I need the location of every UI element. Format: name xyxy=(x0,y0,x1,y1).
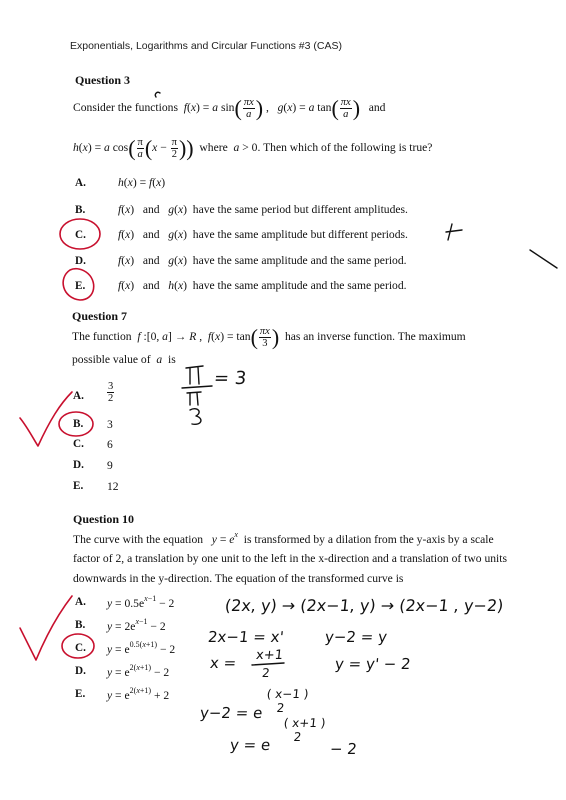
q3-option-d-text: have the same amplitude and the same period. xyxy=(192,254,407,267)
question-3-title: Question 3 xyxy=(75,73,131,87)
hw-q10-l4: y−2 = e xyxy=(199,704,264,722)
q3-option-a[interactable]: h(x) = f(x) xyxy=(118,176,166,189)
q3-option-e[interactable]: f(x) and h(x) have the same amplitude and the same period. xyxy=(118,279,407,292)
hw-q10-l3b: y = y' − 2 xyxy=(334,655,412,673)
q3-intro-text: Consider the functions xyxy=(73,101,178,115)
q3-option-e-text: have the same amplitude and the same period. xyxy=(192,279,407,292)
q7-line1-text-b: has an inverse function. The maximum xyxy=(284,330,466,344)
q3-and: and xyxy=(368,101,386,115)
hw-frac-den: 2 xyxy=(261,666,271,680)
q7-option-a-label[interactable]: A. xyxy=(73,390,84,402)
hw-frac2-bar xyxy=(252,663,284,665)
q3-option-b-text: have the same period but different amplitudes. xyxy=(192,203,408,216)
q7-option-e[interactable]: 12 xyxy=(107,480,119,493)
q7-line1-text: The function xyxy=(72,330,132,344)
q10-line1-text: The curve with the equation xyxy=(73,533,204,546)
q10-option-c[interactable]: $y = e^{0.5(x+1)} - 2$ xyxy=(107,640,176,656)
q10-option-d-label[interactable]: D. xyxy=(75,665,86,677)
q10-option-e[interactable]: $y = e^{2(x+1)} + 2$ xyxy=(107,686,170,702)
diagonal-stroke xyxy=(530,250,557,268)
q7-line1: The function f :[0, a] → R , f(x) = tan( $\frac{\pi x}{3}$ ) has an inverse function. The maximum xyxy=(72,324,466,350)
q7-option-b[interactable]: 3 xyxy=(107,418,113,431)
hw-frac-num: x+1 xyxy=(255,648,284,663)
hw-q10-line1: (2x, y) → (2x−1, y) → (2x−1 , y−2) xyxy=(224,596,505,615)
hw-q10-l3a: x = xyxy=(209,654,238,672)
hw-pi-bottom xyxy=(187,392,201,405)
q7-line2-is: is xyxy=(167,353,176,366)
hw-exp2: ( x+1 ) 2 xyxy=(281,716,327,744)
hw-q10-l2b: y−2 = y xyxy=(324,628,388,646)
hw-q10-l2a: 2x−1 = x' xyxy=(207,628,285,646)
q10-option-a[interactable]: $y = 0.5e^{x-1} - 2$ xyxy=(107,594,175,610)
q7-option-a[interactable] xyxy=(106,381,115,404)
q7-option-d[interactable]: 9 xyxy=(107,459,113,472)
q3-option-c[interactable]: f(x) and g(x) have the same amplitude but different periods. xyxy=(118,228,408,241)
q3-intro: Consider the functions f(x) = a sin( $\frac{\pi x}{a}$ ) , g(x) = a tan( $\frac{\pi x}{a}$ ) and xyxy=(73,95,386,121)
question-7-title: Question 7 xyxy=(72,309,128,323)
page-header: Exponentials, Logarithms and Circular Functions #3 (CAS) xyxy=(70,40,342,52)
q7-option-a-num: 3 xyxy=(108,381,114,392)
q10-line1: The curve with the equation $y = e^x$ is transformed by a dilation from the y-axis by a scale xyxy=(73,530,494,546)
hw-three xyxy=(190,409,201,425)
q3-option-e-label[interactable]: E. xyxy=(75,280,86,292)
q10-option-a-label[interactable]: A. xyxy=(75,596,86,608)
question-10-title: Question 10 xyxy=(73,512,135,526)
hw-pi-top xyxy=(186,366,203,384)
hw-frac-bar xyxy=(182,386,212,388)
q3-option-d[interactable]: f(x) and g(x) have the same amplitude and the same period. xyxy=(118,254,407,267)
q10-check xyxy=(20,596,72,660)
hw-q7-equals-3: = 3 xyxy=(212,368,248,389)
q3-ask: . Then which of the following is true? xyxy=(257,141,433,155)
q10-option-c-label[interactable]: C. xyxy=(75,642,86,654)
q7-line2-text: possible value of xyxy=(72,353,151,366)
q3-option-c-label[interactable]: C. xyxy=(75,229,86,241)
q3-option-c-text: have the same amplitude but different periods. xyxy=(192,228,408,241)
q3-option-a-label[interactable]: A. xyxy=(75,177,86,189)
q7-option-d-label[interactable]: D. xyxy=(73,459,84,471)
q7-check xyxy=(20,392,72,446)
q7-option-c[interactable]: 6 xyxy=(107,438,113,451)
hw-exp1: ( x−1 ) 2 xyxy=(264,687,310,715)
q10-line1-text-b: is transformed by a dilation from the y-axis by a scale xyxy=(243,533,494,546)
q3-option-b[interactable]: f(x) and g(x) have the same period but different amplitudes. xyxy=(118,203,408,216)
arrow-mark xyxy=(446,224,462,240)
q7-option-e-label[interactable]: E. xyxy=(73,480,84,492)
hw-q10-l5: y = e xyxy=(229,736,272,754)
q3-h-definition: h(x) = a cos( $\frac{\pi}{a}$ (x − $\frac{\pi}{2}$ )) where a > 0. Then which of the following is true? xyxy=(73,135,433,161)
q7-option-a-den: 2 xyxy=(108,393,114,404)
q10-line2: factor of 2, a translation by one unit to the left in the x-direction and a translation of two units xyxy=(73,552,508,565)
q10-option-e-label[interactable]: E. xyxy=(75,688,86,700)
q10-option-b-label[interactable]: B. xyxy=(75,619,86,631)
q3-option-b-label[interactable]: B. xyxy=(75,204,86,216)
q7-line2: possible value of a is xyxy=(72,353,176,366)
hw-q10-l5b: − 2 xyxy=(329,740,358,758)
q7-option-b-label[interactable]: B. xyxy=(73,418,84,430)
q10-option-b[interactable]: $y = 2e^{x-1} - 2$ xyxy=(107,617,166,633)
q10-option-d[interactable]: $y = e^{2(x+1)} - 2$ xyxy=(107,663,170,679)
q3-option-d-label[interactable]: D. xyxy=(75,255,86,267)
q10-line3: downwards in the y-direction. The equation of the transformed curve is xyxy=(73,572,404,585)
q7-option-c-label[interactable]: C. xyxy=(73,438,84,450)
q3-where: where xyxy=(199,141,228,155)
